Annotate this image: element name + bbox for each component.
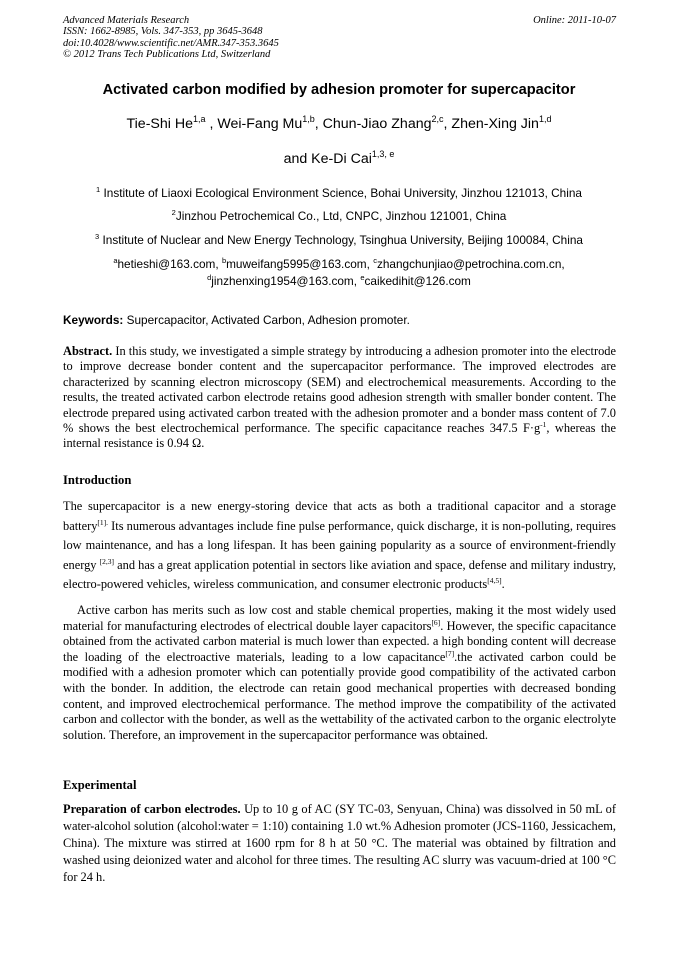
email-sup: a bbox=[113, 256, 118, 265]
author-separator: , bbox=[205, 116, 218, 132]
citation: [2,3] bbox=[99, 556, 114, 566]
body-text: The supercapacitor is a new energy-storing device that acts as both a traditional capacitor and a storage battery bbox=[63, 499, 616, 533]
experimental-heading: Experimental bbox=[63, 778, 137, 792]
unit-superscript: -1 bbox=[540, 420, 547, 430]
keywords-text: Supercapacitor, Activated Carbon, Adhesion promoter. bbox=[123, 313, 410, 327]
author-name: Chun-Jiao Zhang bbox=[322, 116, 432, 132]
author-affil-sup: 1,a bbox=[193, 114, 206, 124]
email-line-2 bbox=[0, 274, 678, 288]
citation: [6] bbox=[431, 617, 441, 627]
body-text: and has a great application potential in sectors like aviation and space, defense and military industry, electro-powered vehicles, wireless communication, and consumer electronic products bbox=[63, 557, 616, 591]
email-sup: c bbox=[373, 256, 377, 265]
affiliation-sup: 3 bbox=[95, 232, 100, 241]
experimental-lead: Preparation of carbon electrodes. bbox=[63, 802, 241, 816]
email-address: zhangchunjiao@petrochina.com.cn, bbox=[376, 257, 565, 271]
author-affil-sup: 1,b bbox=[302, 114, 315, 124]
affiliation-sup: 2 bbox=[171, 208, 176, 217]
body-text: . bbox=[501, 577, 505, 591]
online-date: Online: 2011-10-07 bbox=[533, 15, 616, 26]
email-sup: d bbox=[207, 273, 212, 282]
introduction-heading: Introduction bbox=[63, 473, 132, 487]
journal-name: Advanced Materials Research bbox=[63, 15, 190, 26]
email-address: muweifang5995@163.com, bbox=[226, 257, 374, 271]
body-text: Its numerous advantages include fine pulse performance, quick discharge, it is non-polluting, requires low maintenance, and has a long lifespan. It has been gaining popularity as a source of environment-friendly energy bbox=[63, 518, 616, 572]
abstract bbox=[63, 344, 616, 452]
email-address: jinzhenxing1954@163.com, bbox=[211, 274, 361, 288]
affiliation-sup: 1 bbox=[96, 185, 101, 194]
journal-header bbox=[63, 15, 616, 60]
paper-title: Activated carbon modified by adhesion promoter for supercapacitor bbox=[102, 82, 576, 98]
body-text: Up to 10 g of AC (SY TC-03, Senyuan, China) was dissolved in 50 mL of water-alcohol solution (alcohol:water = 1:10) containing 1.0 wt.% Adhesion promoter (JCS-1160, Jessicachem, China). The mixture was stirred at 1600 rpm for 8 h at 50 °C. The material was obtained by filtration and washed using deionized water and alcohol for three times. The resulting AC slurry was vacuum-dried at 100 °C for 24 h. bbox=[63, 802, 616, 884]
author-affil-sup: 1,d bbox=[538, 114, 552, 124]
affiliation-text: Institute of Nuclear and New Energy Technology, Tsinghua University, Beijing 100084, China bbox=[99, 233, 583, 247]
keywords-label: Keywords: bbox=[63, 313, 124, 327]
affiliation-3 bbox=[0, 233, 678, 247]
author-name: Wei-Fang Mu bbox=[217, 116, 303, 132]
keywords bbox=[63, 313, 616, 327]
citation: [7] bbox=[445, 648, 455, 658]
author-line-1 bbox=[0, 116, 678, 132]
affiliation-text: Institute of Liaoxi Ecological Environment Science, Bohai University, Jinzhou 121013, China bbox=[100, 186, 582, 200]
doi-line: doi:10.4028/www.scientific.net/AMR.347-353.3645 bbox=[63, 37, 279, 49]
author-line-2 bbox=[0, 151, 678, 167]
author-name: Zhen-Xing Jin bbox=[451, 116, 539, 132]
affiliation-text: Jinzhou Petrochemical Co., Ltd, CNPC, Jinzhou 121001, China bbox=[175, 209, 507, 223]
copyright-line: © 2012 Trans Tech Publications Ltd, Switzerland bbox=[63, 48, 271, 60]
citation: [4,5] bbox=[487, 576, 502, 585]
introduction-paragraph-2 bbox=[63, 603, 616, 743]
email-address: hetieshi@163.com, bbox=[117, 257, 222, 271]
author-name: Tie-Shi He bbox=[126, 116, 194, 132]
body-text: .the activated carbon could be modified with a adhesion promoter which can potentially provide good compatibility of the activated carbon with the bonder. In addition, the electrode can retain good mechanical properties with decreased bonding content, and improved electrochemical performance. The method improve the compatibility of the activated carbon and collector with the bonder, as well as the wettability of the activated carbon to the organic electrolyte solution. Therefore, an improvement in the supercapacitor performance was obtained. bbox=[63, 649, 616, 742]
abstract-text: In this study, we investigated a simple strategy by introducing a adhesion promoter into the electrode to improve decrease bonder content and the supercapacitor performance. The improved electrodes are characterized by scanning electron microscopy (SEM) and electrochemical measurements. According to the results, the treated activated carbon electrode retains good adhesion strength with smaller bonder content. The electrode prepared using activated carbon treated with the adhesion promoter and a bonder mass content of 7.0 % shows the best electrochemical performance. The specific capacitance reaches 347.5 F·g bbox=[63, 344, 616, 436]
email-line-1 bbox=[0, 257, 678, 271]
email-sup: b bbox=[221, 256, 227, 265]
author-separator: , bbox=[443, 116, 452, 132]
abstract-label: Abstract. bbox=[63, 344, 113, 358]
citation: [1]. bbox=[97, 517, 109, 527]
email-sup: e bbox=[360, 273, 365, 282]
author-name: and Ke-Di Cai bbox=[283, 151, 372, 167]
abstract-text-end: , whereas the internal resistance is 0.94 Ω. bbox=[63, 421, 616, 451]
email-address: caikedihit@126.com bbox=[364, 274, 471, 288]
body-text: Active carbon has merits such as low cost and stable chemical properties, making it the most widely used material for manufacturing electrodes of electrical double layer capacitors bbox=[63, 603, 616, 633]
author-separator: , bbox=[314, 116, 323, 132]
issn-line: ISSN: 1662-8985, Vols. 347-353, pp 3645-3648 bbox=[63, 26, 263, 38]
experimental-paragraph bbox=[63, 801, 616, 886]
affiliation-2 bbox=[0, 209, 678, 223]
body-text: . However, the specific capacitance obtained from the activated carbon material is much lower than expected. a high bonding content will decrease the loading of the electroactive materials, leading to a low capacitance bbox=[63, 618, 616, 664]
author-affil-sup: 1,3, e bbox=[371, 149, 395, 159]
introduction-paragraph-1 bbox=[63, 497, 616, 595]
affiliation-1 bbox=[0, 186, 678, 200]
author-affil-sup: 2,c bbox=[431, 114, 444, 124]
